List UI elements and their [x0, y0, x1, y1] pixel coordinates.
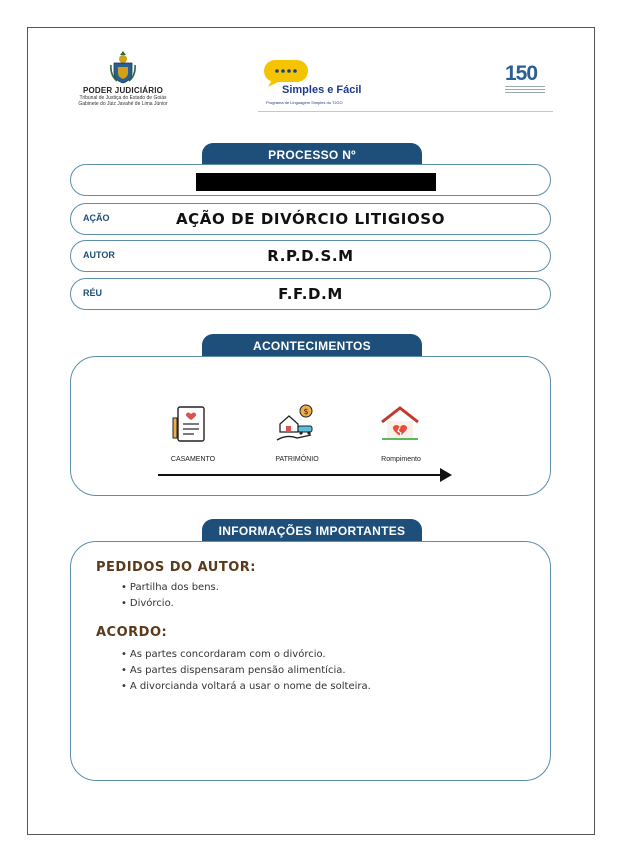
svg-text:$: $: [303, 407, 309, 416]
court-header: [58, 50, 188, 107]
list-item: • A divorcianda voltará a usar o nome de solteira.: [121, 679, 371, 695]
event-label-casamento: CASAMENTO: [170, 456, 216, 463]
informacoes-tab: INFORMAÇÕES IMPORTANTES: [202, 519, 422, 541]
anniversary-number: 150: [505, 62, 538, 85]
broken-home-icon: [378, 404, 422, 444]
event-label-rompimento: Rompimento: [381, 456, 421, 463]
anniversary-lines: [505, 86, 555, 93]
autor-field: [70, 240, 551, 272]
acordo-title: ACORDO:: [96, 625, 168, 640]
reu-value: F.F.D.M: [278, 285, 343, 303]
program-subtitle: Programa de Linguagem Simples do TJGO: [266, 100, 343, 105]
court-name: PODER JUDICIÁRIO: [82, 86, 164, 95]
reu-field: [70, 278, 551, 310]
list-item: • Partilha dos bens.: [121, 580, 219, 596]
coat-of-arms-icon: [110, 50, 136, 84]
informacoes-box: [70, 541, 551, 781]
program-title: Simples e Fácil: [282, 84, 362, 96]
acao-value: AÇÃO DE DIVÓRCIO LITIGIOSO: [175, 210, 446, 228]
acao-label: AÇÃO: [83, 213, 110, 223]
acontecimentos-tab: ACONTECIMENTOS: [202, 334, 422, 356]
redacted-number: [196, 173, 436, 191]
processo-number-field: [70, 164, 551, 196]
processo-tab: PROCESSO Nº: [202, 143, 422, 165]
list-item: • As partes concordaram com o divórcio.: [121, 647, 371, 663]
marriage-certificate-icon: [170, 404, 214, 444]
timeline-arrow: [158, 467, 454, 483]
pedidos-list: [121, 580, 219, 612]
pedidos-title: PEDIDOS DO AUTOR:: [96, 560, 256, 575]
reu-label: RÉU: [83, 288, 103, 298]
court-line-1: Tribunal de Justiça do Estado de Goiás: [79, 95, 167, 101]
court-line-2: Gabinete do Juiz Javahé de Lima Júnior: [78, 101, 168, 107]
acordo-list: [121, 647, 371, 695]
property-assets-icon: [274, 404, 318, 444]
autor-value: R.P.D.S.M: [267, 247, 354, 265]
header-divider: [258, 111, 553, 112]
autor-label: AUTOR: [83, 250, 115, 260]
list-item: • Divórcio.: [121, 596, 219, 612]
list-item: • As partes dispensaram pensão alimentícia.: [121, 663, 371, 679]
event-label-patrimonio: PATRIMÔNIO: [275, 456, 319, 463]
acao-field: [70, 203, 551, 235]
anniversary-logo: [505, 64, 555, 95]
